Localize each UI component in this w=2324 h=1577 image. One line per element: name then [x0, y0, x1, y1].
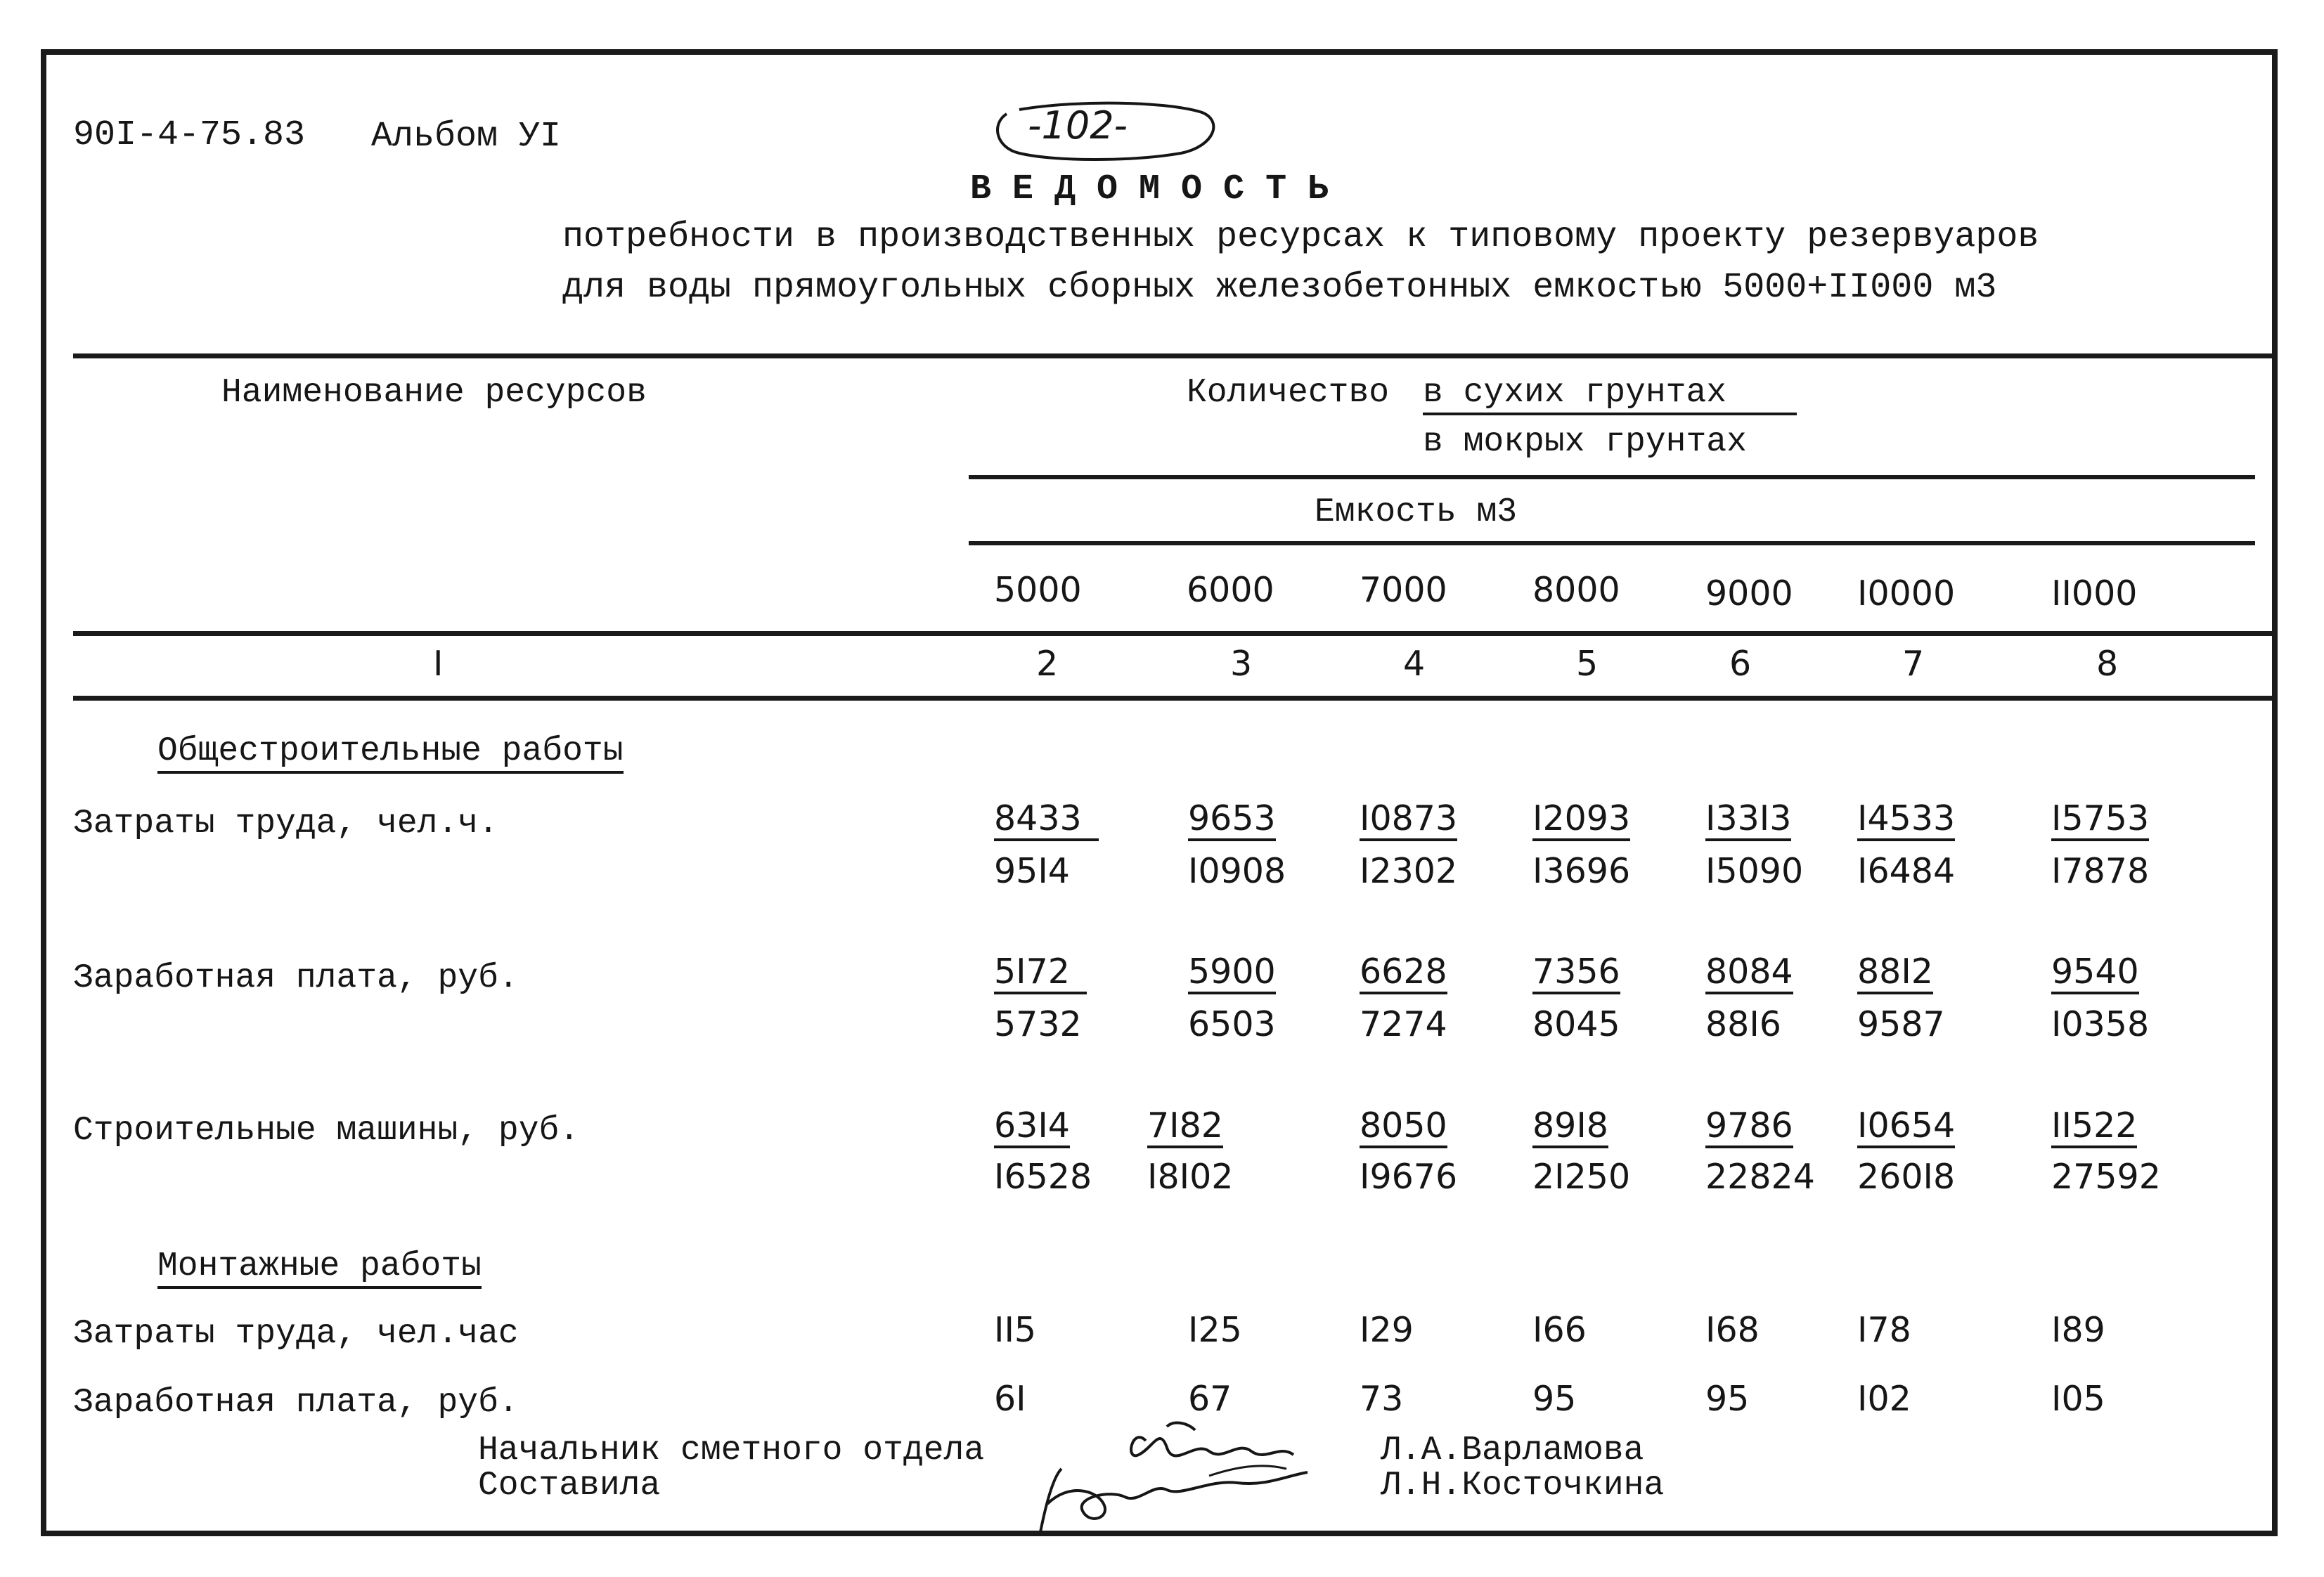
cell-dry: 88I2 — [1857, 954, 1933, 994]
col-number-6: 6 — [1729, 644, 1752, 684]
row-label-assembly-labor: Затраты труда, чел.час — [73, 1315, 519, 1353]
cell-wet: I3696 — [1532, 851, 1631, 891]
col-number-1: I — [433, 644, 444, 684]
cell-wet: 2I250 — [1532, 1157, 1631, 1197]
cell-dry: 7356 — [1532, 954, 1620, 994]
col-number-7: 7 — [1902, 644, 1925, 684]
cell-dry: I4533 — [1857, 801, 1955, 841]
cell-wet: I0908 — [1188, 851, 1286, 891]
column-header-name: Наименование ресурсов — [221, 374, 647, 412]
cell-wet: I6528 — [994, 1157, 1092, 1197]
capacity-rule — [969, 541, 2255, 545]
cell-wet: 95I4 — [994, 851, 1070, 891]
capacity-11000: II000 — [2051, 573, 2138, 614]
cell-wet: I7878 — [2051, 851, 2150, 891]
cell-dry: 9540 — [2051, 954, 2139, 994]
capacity-6000: 6000 — [1187, 570, 1274, 610]
row-label-labor: Затраты труда, чел.ч. — [73, 805, 498, 843]
capacity-9000: 9000 — [1705, 573, 1793, 614]
section-title-general: Общестроительные работы — [157, 734, 624, 774]
header-bottom-rule — [73, 631, 2273, 636]
cell-dry: 5900 — [1188, 954, 1276, 994]
cell-wet: 9587 — [1857, 1004, 1945, 1044]
signature-role-compiler: Составила — [478, 1467, 661, 1505]
cell-value: 95 — [1532, 1379, 1577, 1419]
cell-value: I89 — [2051, 1310, 2105, 1350]
row-label-assembly-wages: Заработная плата, руб. — [73, 1384, 519, 1422]
row-label-wages: Заработная плата, руб. — [73, 959, 519, 997]
cell-dry: 6628 — [1360, 954, 1447, 994]
handwritten-signatures — [998, 1413, 1336, 1539]
document-subtitle-line1: потребности в производственных ресурсах к типовому проекту резервуаров — [562, 217, 2039, 257]
capacity-label: Емкость м3 — [1315, 493, 1518, 531]
cell-value: I05 — [2051, 1379, 2105, 1419]
cell-dry: I0654 — [1857, 1108, 1955, 1148]
dry-soil-label: в сухих грунтах — [1423, 376, 1797, 415]
col-numbers-rule — [73, 696, 2273, 701]
table-top-rule — [73, 353, 2273, 358]
cell-dry: 9653 — [1188, 801, 1276, 841]
cell-value: II5 — [994, 1310, 1037, 1350]
capacity-8000: 8000 — [1532, 570, 1620, 610]
cell-dry: I2093 — [1532, 801, 1630, 841]
cell-value: I66 — [1532, 1310, 1587, 1350]
page-number: -102- — [1028, 103, 1128, 148]
cell-dry: 8433 — [994, 801, 1099, 841]
cell-dry: I5753 — [2051, 801, 2149, 841]
cell-dry: 7I82 — [1147, 1108, 1223, 1148]
cell-dry: 8084 — [1705, 954, 1793, 994]
cell-dry: I0873 — [1360, 801, 1457, 841]
section-title-assembly: Монтажные работы — [157, 1250, 482, 1289]
cell-wet: 8045 — [1532, 1004, 1620, 1044]
capacity-7000: 7000 — [1360, 570, 1447, 610]
cell-wet: I8I02 — [1147, 1157, 1234, 1197]
signature-name-compiler: Л.Н.Косточкина — [1381, 1467, 1665, 1505]
cell-dry: 8050 — [1360, 1108, 1447, 1148]
col-number-5: 5 — [1576, 644, 1599, 684]
cell-wet: 7274 — [1360, 1004, 1447, 1044]
cell-wet: 6503 — [1188, 1004, 1276, 1044]
col-number-2: 2 — [1036, 644, 1059, 684]
cell-wet: I0358 — [2051, 1004, 2150, 1044]
cell-value: I29 — [1360, 1310, 1414, 1350]
cell-wet: I2302 — [1360, 851, 1458, 891]
cell-wet: 27592 — [2051, 1157, 2161, 1197]
cell-dry: I33I3 — [1705, 801, 1791, 841]
album-label: Альбом УI — [371, 117, 562, 157]
capacity-10000: I0000 — [1857, 573, 1956, 614]
document-code: 90I-4-75.83 — [73, 115, 306, 155]
cell-dry: 89I8 — [1532, 1108, 1608, 1148]
quantity-rule — [969, 475, 2255, 479]
signature-role-head: Начальник сметного отдела — [478, 1432, 985, 1469]
quantity-label: Количество — [1187, 374, 1390, 412]
wet-soil-label: в мокрых грунтах — [1423, 423, 1747, 461]
cell-value: I25 — [1188, 1310, 1242, 1350]
cell-value: 6I — [994, 1379, 1026, 1419]
col-number-3: 3 — [1230, 644, 1253, 684]
cell-wet: 88I6 — [1705, 1004, 1781, 1044]
cell-wet: I5090 — [1705, 851, 1804, 891]
cell-value: I02 — [1857, 1379, 1911, 1419]
cell-wet: I9676 — [1360, 1157, 1458, 1197]
cell-wet: 5732 — [994, 1004, 1082, 1044]
cell-wet: 260I8 — [1857, 1157, 1956, 1197]
cell-value: 73 — [1360, 1379, 1404, 1419]
signature-name-head: Л.А.Варламова — [1381, 1432, 1644, 1469]
col-number-4: 4 — [1403, 644, 1426, 684]
cell-value: I78 — [1857, 1310, 1911, 1350]
cell-wet: 22824 — [1705, 1157, 1815, 1197]
document-subtitle-line2: для воды прямоугольных сборных железобетонных емкостью 5000+II000 м3 — [562, 268, 1997, 308]
cell-dry: II522 — [2051, 1108, 2137, 1148]
cell-dry: 63I4 — [994, 1108, 1070, 1148]
document-title: В Е Д О М О С Т Ь — [970, 169, 1329, 209]
row-label-machines: Строительные машины, руб. — [73, 1112, 580, 1150]
cell-value: 67 — [1188, 1379, 1232, 1419]
cell-dry: 5I72 — [994, 954, 1087, 994]
cell-dry: 9786 — [1705, 1108, 1793, 1148]
col-number-8: 8 — [2096, 644, 2119, 684]
cell-wet: I6484 — [1857, 851, 1956, 891]
cell-value: 95 — [1705, 1379, 1750, 1419]
cell-value: I68 — [1705, 1310, 1760, 1350]
capacity-5000: 5000 — [994, 570, 1082, 610]
